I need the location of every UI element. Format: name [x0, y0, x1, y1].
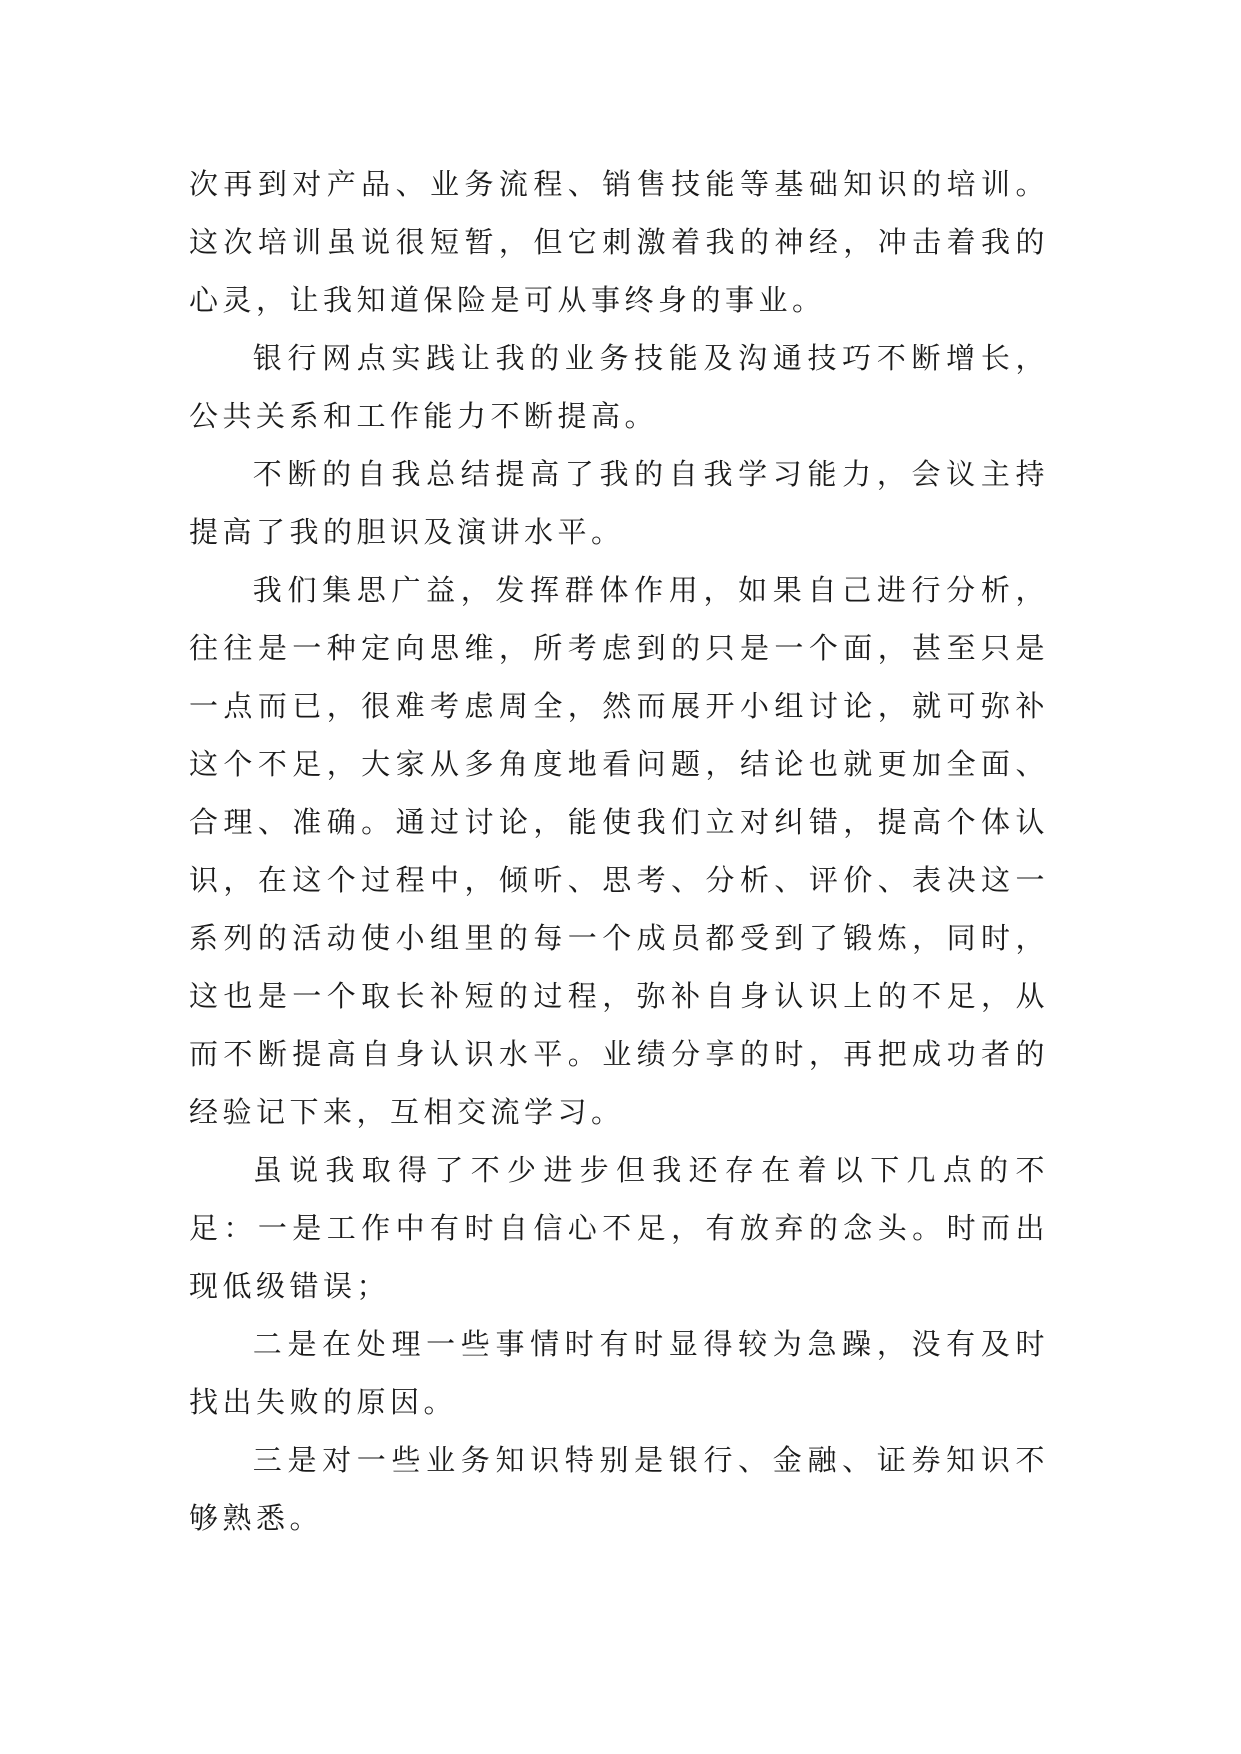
- paragraph-shortcomings-two: 二是在处理一些事情时有时显得较为急躁，没有及时找出失败的原因。: [189, 1327, 1049, 1419]
- paragraph-training-continued: 次再到对产品、业务流程、销售技能等基础知识的培训。这次培训虽说很短暂，但它刺激着我的神经，冲击着我的心灵，让我知道保险是可从事终身的事业。: [189, 167, 1049, 317]
- paragraph-bank-practice: 银行网点实践让我的业务技能及沟通技巧不断增长，公共关系和工作能力不断提高。: [189, 341, 1049, 433]
- document-body: [189, 155, 1049, 1547]
- paragraph-group-discussion: 我们集思广益，发挥群体作用，如果自己进行分析，往往是一种定向思维，所考虑到的只是一个面，甚至只是一点而已，很难考虑周全，然而展开小组讨论，就可弥补这个不足，大家从多角度地看问题，结论也就更加全面、合理、准确。通过讨论，能使我们立对纠错，提高个体认识，在这个过程中，倾听、思考、分析、评价、表决这一系列的活动使小组里的每一个成员都受到了锻炼，同时，这也是一个取长补短的过程，弥补自身认识上的不足，从而不断提高自身认识水平。业绩分享的时，再把成功者的经验记下来，互相交流学习。: [189, 573, 1049, 1129]
- paragraph-shortcomings-three: 三是对一些业务知识特别是银行、金融、证券知识不够熟悉。: [189, 1443, 1049, 1535]
- paragraph-shortcomings-one: 虽说我取得了不少进步但我还存在着以下几点的不足：一是工作中有时自信心不足，有放弃的念头。时而出现低级错误；: [189, 1153, 1049, 1303]
- paragraph-self-summary: 不断的自我总结提高了我的自我学习能力，会议主持提高了我的胆识及演讲水平。: [189, 457, 1049, 549]
